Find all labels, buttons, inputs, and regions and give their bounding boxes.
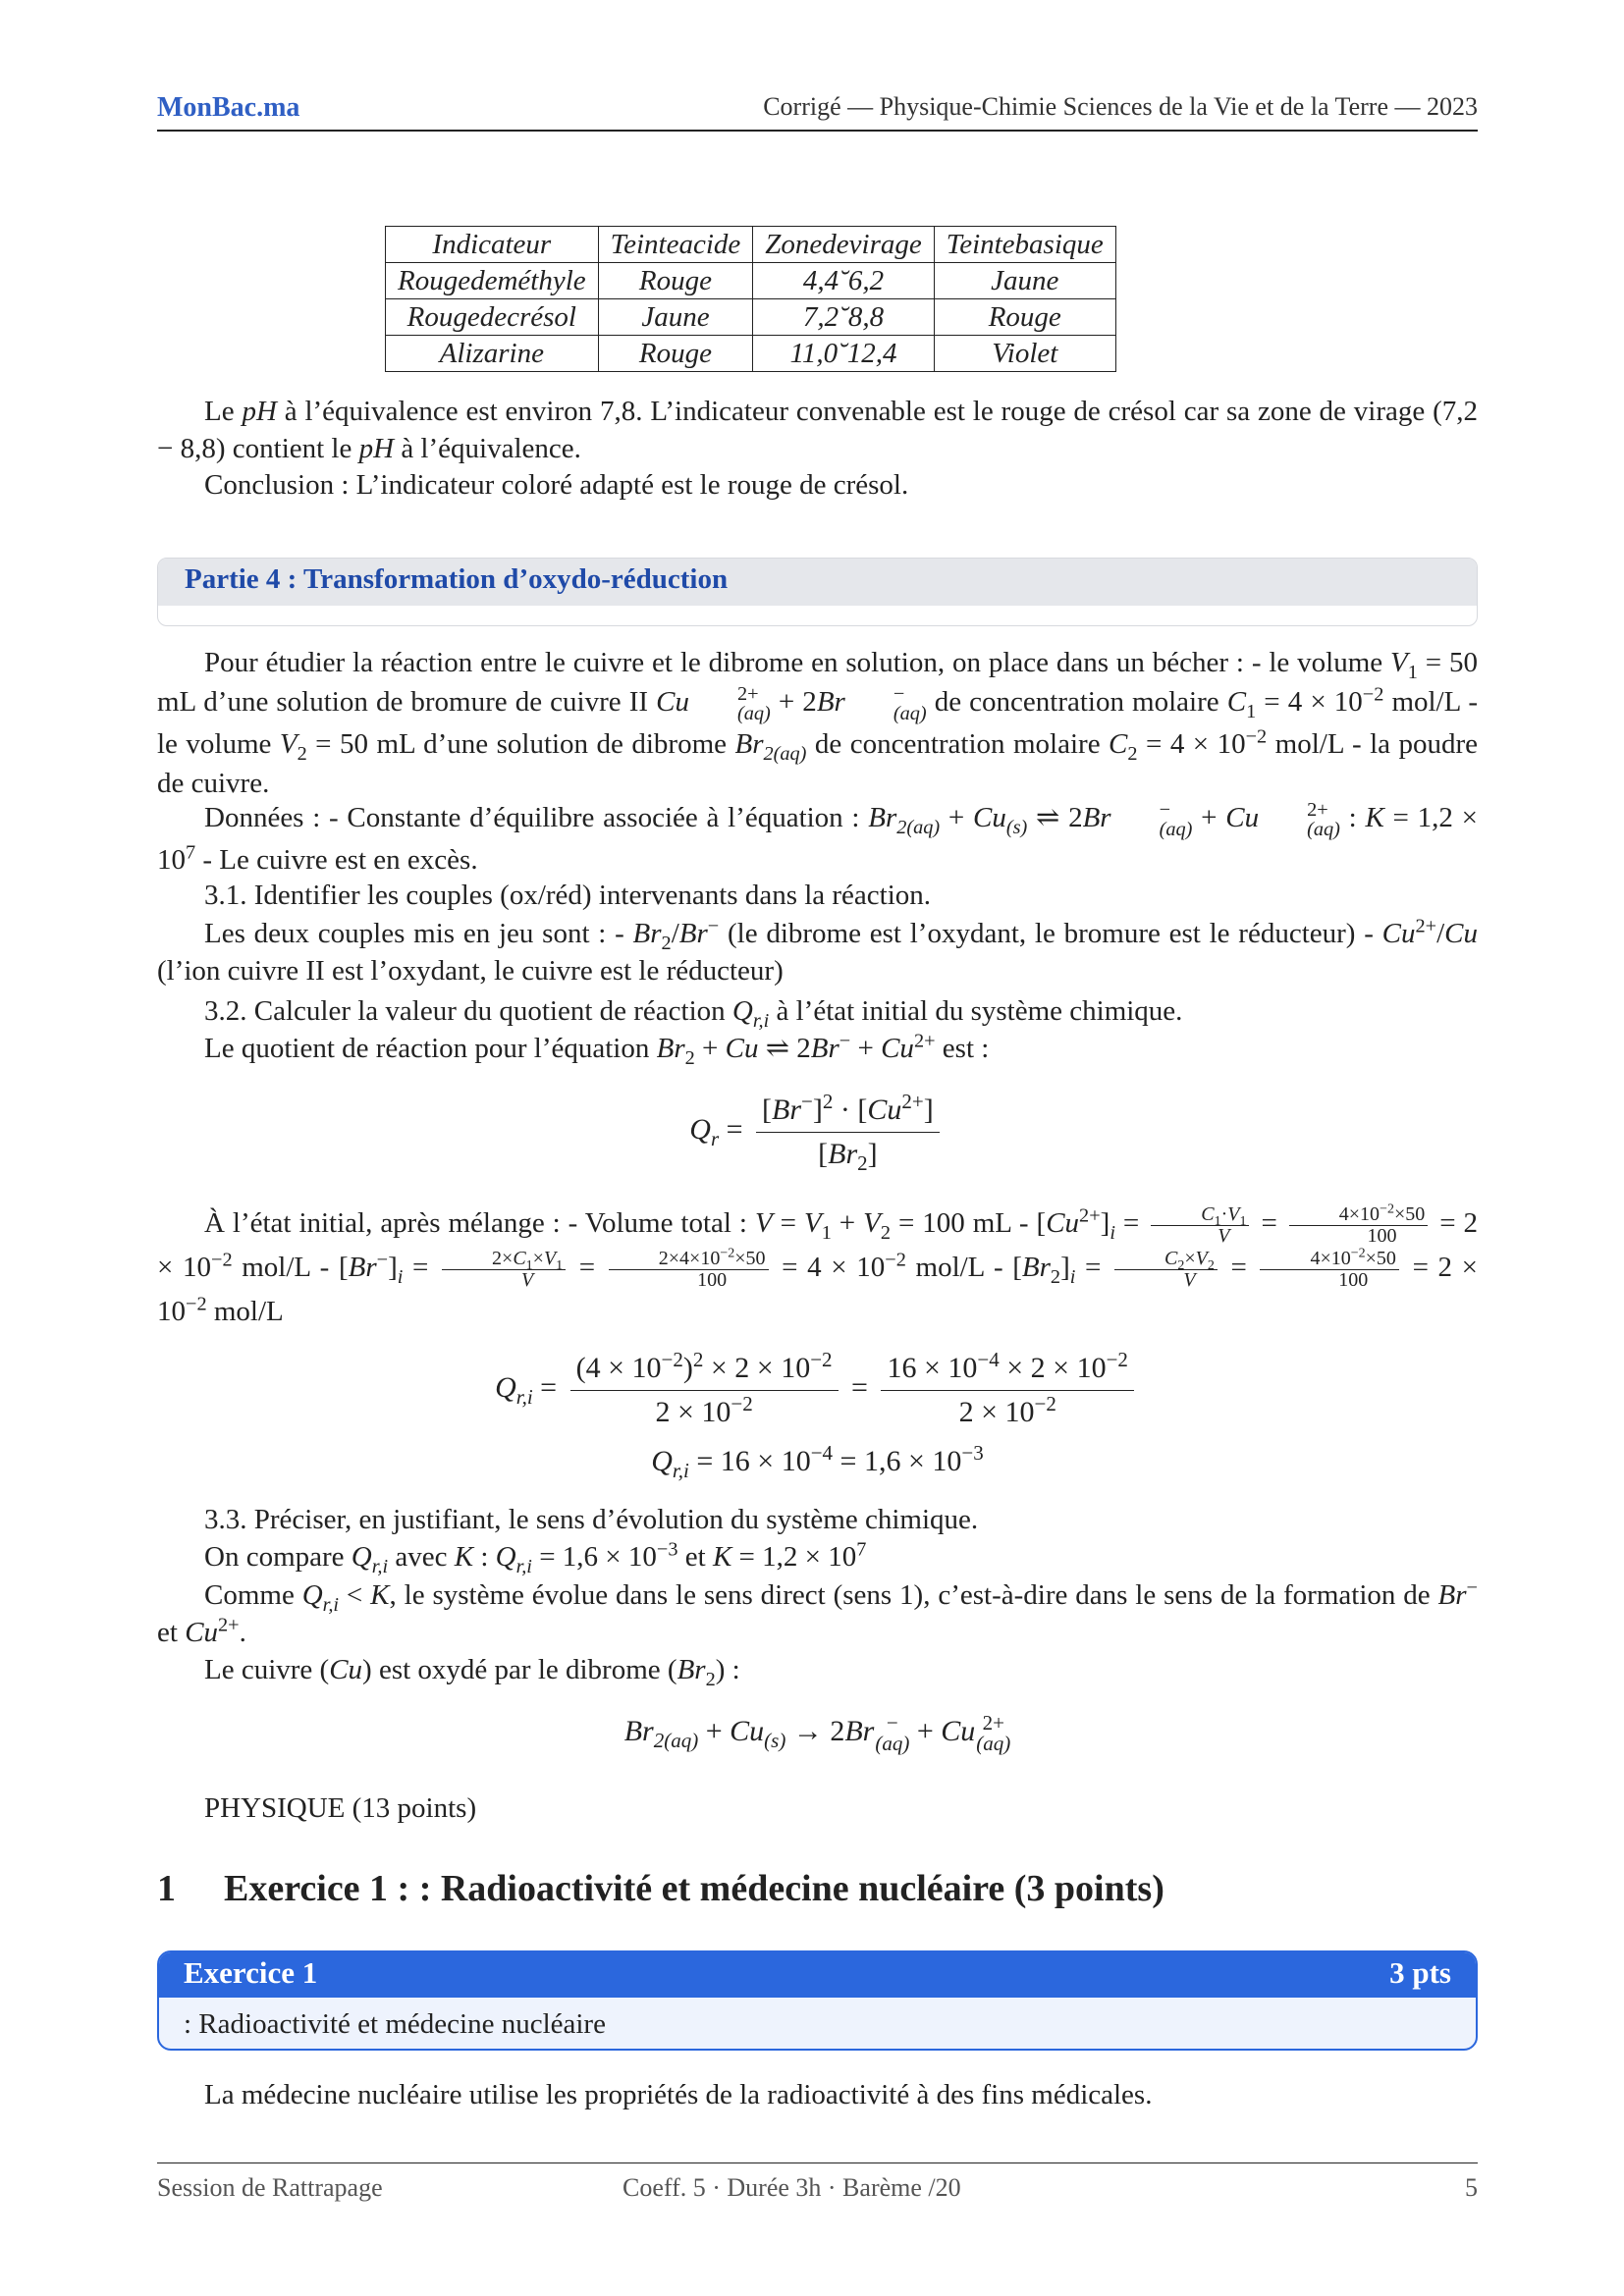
- table-header-cell: Teinteacide: [598, 227, 753, 263]
- cuivre-paragraph: Le cuivre (Cu) est oxydé par le dibrome $(Br_2)$ :: [204, 1654, 740, 1690]
- couples-paragraph: Les deux couples mis en jeu sont : - $Br_2/Br^-$ (le dibrome est l’oxydant, le bromure est le réducteur) - $Cu^{2+}/Cu$ (l’ion cuivre II est l’oxydant, le cuivre est le réducteur): [157, 915, 1478, 987]
- exercise-box-title: Exercice 1: [184, 1955, 318, 1990]
- table-cell: Rouge: [598, 263, 753, 299]
- quotient-intro: Le quotient de réaction pour l’équation $Br_2 + Cu$ ⇌ $2Br^- + Cu^{2+}$ est :: [204, 1030, 990, 1069]
- exercise-box-header: [159, 1952, 1476, 1998]
- table-header-cell: Indicateur: [386, 227, 599, 263]
- intro-paragraph: Pour étudier la réaction entre le cuivre et le dibrome en solution, on place dans un bécher : - le volume $V_1 = 50$ mL d’une solution de bromure de cuivre II Cu 2+ (aq) + 2Br − (aq) de concentration molaire $C_1 = 4 \times 10^{-2}$ mol/L - le volume $V_2 = 50$ mL d’une solution de dibrome $Br_{2(aq)}$ de concentration molaire $C_2 = 4 \times 10^{-2}$ mol/L - la poudre de cuivre.: [157, 647, 1478, 799]
- initial-state-paragraph: À l’état initial, après mélange : - Volume total : $V = V_1 + V_2 = 100$ mL - $[Cu^{2+}]_i$ = $\frac{C_1\cdot V_1}{V}$ = $\frac{4\times 10^{-2}\times 50}{100}$ = $2 \times 10^{-2}$ $mol/L - [Br^-]_i$ = $\frac{2\times C_1\times V_1}{V}$ = $\frac{2\times 4\times 10^{-2}\times 50}{100}$ = $4 \times 10^{-2}$ $mol/L - [Br_2]_i$ = $\frac{C_2\times V_2}{V}$ = $\frac{4\times 10^{-2}\times 50}{100}$ = $2 \times 10^{-2}$ mol/L: [157, 1201, 1479, 1327]
- table-cell: Violet: [934, 336, 1115, 372]
- table-cell: Rouge: [934, 299, 1115, 336]
- quotient-formula: $Q_r$ = $\frac{[Br^-]^2 \cdot [Cu^{2+}]}{[Br_2]}$: [157, 1092, 1478, 1172]
- partie-4-box: [157, 558, 1478, 626]
- section-heading: [157, 1867, 1164, 1910]
- donnees-paragraph: Données : - Constante d’équilibre associée à l’équation : $Br_{2(aq)} + Cu_{(s)}$ ⇌ 2Br − (aq) + Cu 2+ (aq) : $K = 1,2 \times 10^7 - Le$ cuivre est en excès.: [157, 799, 1478, 876]
- table-cell: Rougedeméthyle: [386, 263, 599, 299]
- page-footer: [157, 2163, 1478, 2213]
- partie-title: Partie 4 : Transformation d’oxydo-réduction: [185, 563, 729, 595]
- table-cell: Rouge: [598, 336, 753, 372]
- table-cell: 4,4˘6,2: [753, 263, 934, 299]
- exercise-box-subtitle: : Radioactivité et médecine nucléaire: [184, 2008, 606, 2040]
- ph-paragraph: Le pH à l’équivalence est environ 7,8. L’indicateur convenable est le rouge de crésol car sa zone de virage (7,2 − 8,8) contient le pH à l’équivalence.: [157, 396, 1478, 464]
- exercise-box-points: 3 pts: [1389, 1955, 1451, 1990]
- compare-paragraph: On compare $Q_{r,i}$ avec K : $Q_{r,i} = 1,6 \times 10^{-3}$ et $K = 1,2 \times 10^7$: [204, 1538, 867, 1577]
- table-row: [386, 299, 1116, 336]
- question-3-2: 3.2. Calculer la valeur du quotient de réaction $Q_{r,i}$ à l’état initial du système chimique.: [204, 995, 1183, 1032]
- exercise-box: [157, 1950, 1478, 2051]
- table-cell: Rougedecrésol: [386, 299, 599, 336]
- conclusion-paragraph: Conclusion : L’indicateur coloré adapté est le rouge de crésol.: [204, 469, 909, 501]
- page-header: [157, 90, 1478, 132]
- table-cell: Alizarine: [386, 336, 599, 372]
- table-header-cell: Teintebasique: [934, 227, 1115, 263]
- comme-paragraph: Comme $Q_{r,i} < K$, le système évolue dans le sens direct (sens 1), c’est-à-dire dans le sens de la formation de Br− et $Cu^{2+}$.: [157, 1576, 1478, 1648]
- brand-logo-text[interactable]: MonBac.ma: [157, 92, 300, 123]
- qri-result: $Q_{r,i} = 16 \times 10^{-4} = 1,6 \times 10^{-3}$: [651, 1441, 984, 1482]
- medecine-paragraph: La médecine nucléaire utilise les propriétés de la radioactivité à des fins médicales.: [204, 2079, 1153, 2110]
- table-cell: Jaune: [934, 263, 1115, 299]
- table-cell: 11,0˘12,4: [753, 336, 934, 372]
- footer-session: Session de Rattrapage: [157, 2173, 383, 2202]
- reaction-equation: $Br_{2(aq)} + Cu_{(s)} \to 2Br$ − (aq) + Cu 2+ (aq): [623, 1711, 1011, 1756]
- table-header-row: [386, 227, 1116, 263]
- question-3-3: 3.3. Préciser, en justifiant, le sens d’évolution du système chimique.: [204, 1504, 979, 1535]
- footer-info: Coeff. 5 · Durée 3h · Barème /20: [623, 2173, 961, 2202]
- physique-heading: PHYSIQUE (13 points): [204, 1792, 477, 1824]
- question-3-1: 3.1. Identifier les couples (ox/réd) intervenants dans la réaction.: [204, 880, 932, 911]
- page-number: 5: [1465, 2173, 1478, 2202]
- table-row: [386, 263, 1116, 299]
- section-number: 1: [157, 1868, 176, 1909]
- section-title: Exercice 1 : : Radioactivité et médecine nucléaire (3 points): [224, 1868, 1164, 1909]
- indicator-table: [385, 226, 1116, 372]
- table-row: [386, 336, 1116, 372]
- header-title: Corrigé — Physique-Chimie Sciences de la Vie et de la Terre — 2023: [763, 92, 1478, 121]
- table-cell: 7,2˘8,8: [753, 299, 934, 336]
- table-header-cell: Zonedevirage: [753, 227, 934, 263]
- qri-calculation: $Q_{r,i}$ = $\frac{(4 \times 10^{-2})^2 \times 2 \times 10^{-2}}{2 \times 10^{-2}}$ = $\frac{16 \times 10^{-4} \times 2 \times 10^{-2}}{2 \times 10^{-2}}$: [157, 1350, 1478, 1430]
- document-page: [157, 0, 1478, 2296]
- table-cell: Jaune: [598, 299, 753, 336]
